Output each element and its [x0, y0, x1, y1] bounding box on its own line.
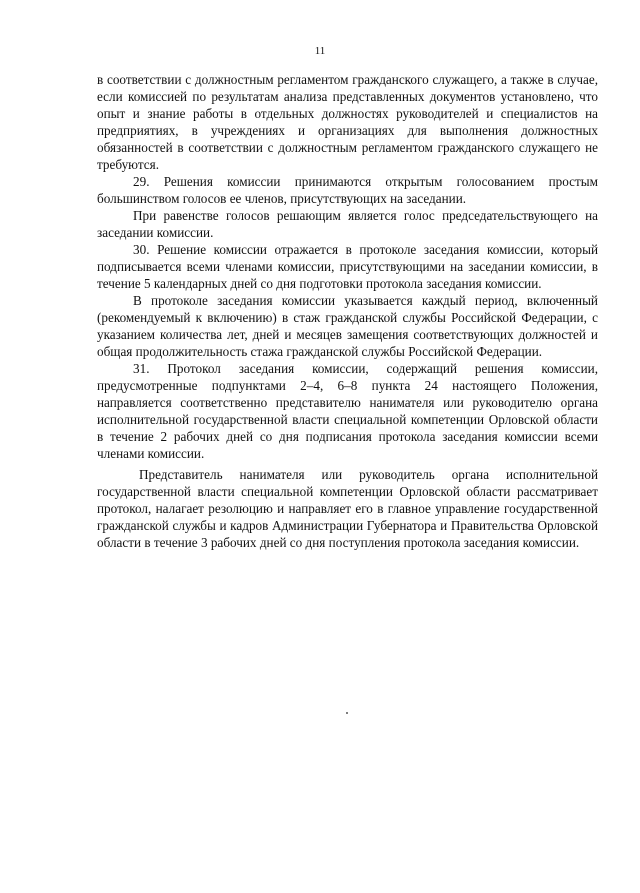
paragraph-31: 31. Протокол заседания комиссии, содержащий решения комиссии, предусмотренные подпунктами 2–4, 6–8 пункта 24 настоящего Положения, направляется соответственно представителю нанимателя или руководителю органа исполнительной государственной власти специальной компетенции Орловской области в течение 2 рабочих дней со дня подписания протокола заседания комиссии всеми членами комиссии. [97, 361, 598, 461]
document-body [97, 71, 598, 551]
page-number: 11 [314, 45, 326, 57]
paragraph-continuation: в соответствии с должностным регламентом гражданского служащего, а также в случае, если комиссией по результатам анализа представленных документов установлено, что опыт и знание работы в отдельных должностях руководителей и специалистов на предприятиях, в учреждениях и организациях для выполнения должностных обязанностей в соответствии с должностным регламентом гражданского служащего не требуются. [97, 72, 598, 172]
paragraph-29: 29. Решения комиссии принимаются открытым голосованием простым большинством голосов ее членов, присутствующих на заседании. [97, 174, 598, 206]
scan-speck [346, 712, 348, 714]
paragraph-29-tie: При равенстве голосов решающим является голос председательствующего на заседании комиссии. [97, 208, 598, 240]
paragraph-30-protocol: В протоколе заседания комиссии указывается каждый период, включенный (рекомендуемый к включению) в стаж гражданской службы Российской Федерации, с указанием количества лет, дней и месяцев замещения соответствующих должностей и общая продолжительность стажа гражданской службы Российской Федерации. [97, 293, 598, 359]
paragraph-30: 30. Решение комиссии отражается в протоколе заседания комиссии, который подписывается всеми членами комиссии, присутствующими на заседании комиссии, в течение 5 календарных дней со дня подготовки протокола заседания комиссии. [97, 242, 598, 291]
paragraph-31-representative: Представитель нанимателя или руководитель органа исполнительной государственной власти специальной компетенции Орловской области рассматривает протокол, налагает резолюцию и направляет его в главное управление государственной гражданской службы и кадров Администрации Губернатора и Правительства Орловской области в течение 3 рабочих дней со дня поступления протокола заседания комиссии. [97, 467, 598, 550]
